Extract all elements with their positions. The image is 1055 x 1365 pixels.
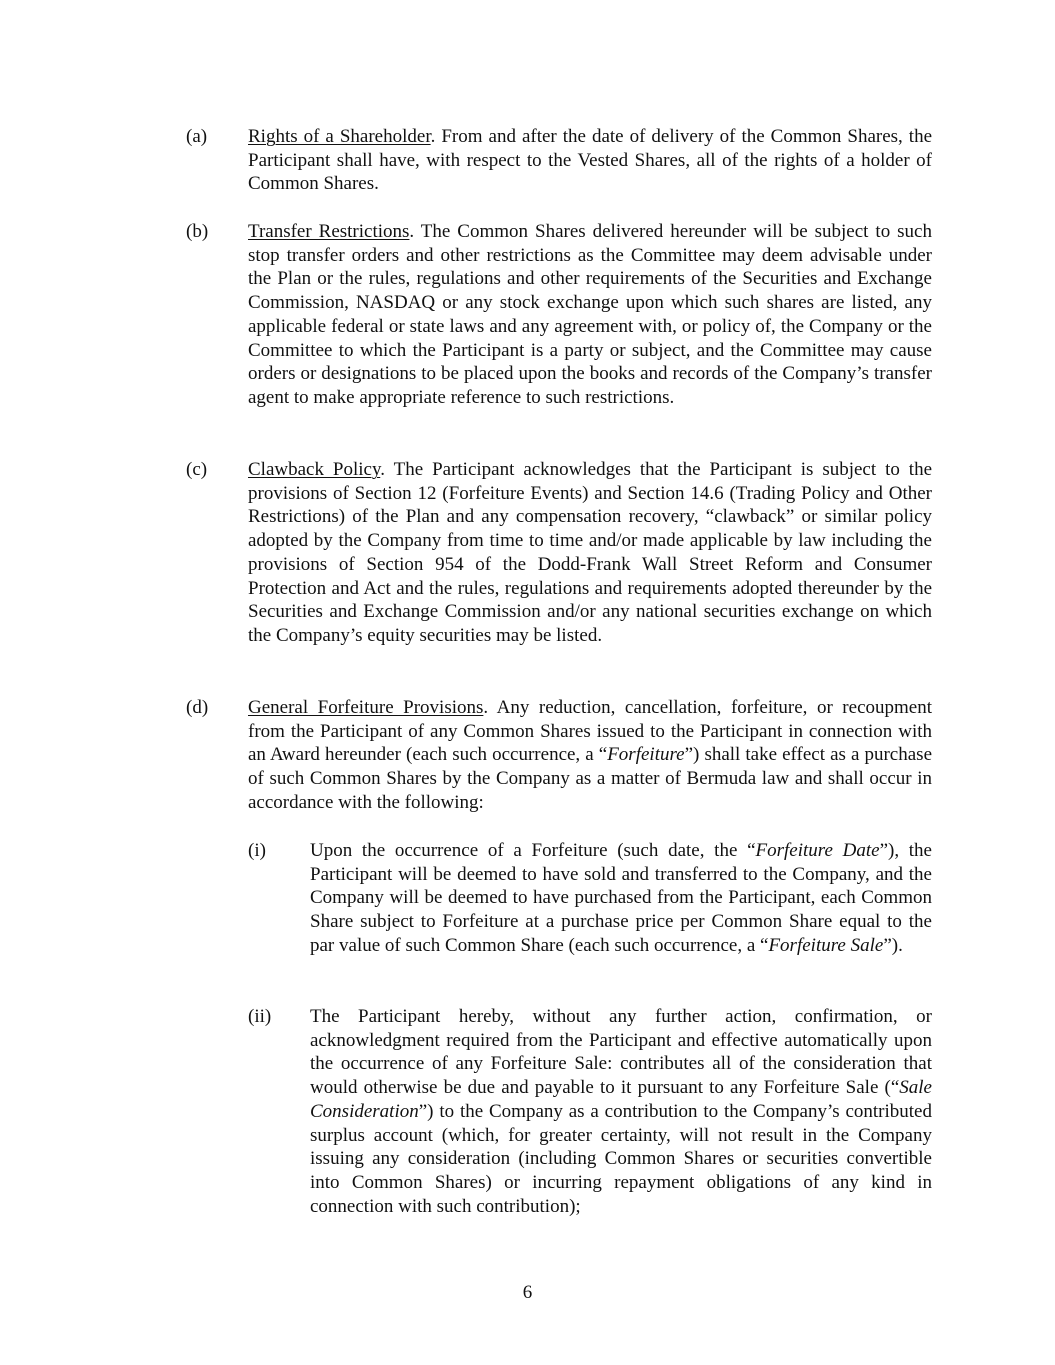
subsection-body (310, 1005, 932, 1218)
section-heading: General Forfeiture Provisions (248, 697, 484, 718)
subsection-marker: (i) (248, 840, 266, 861)
defined-term: Forfeiture Date (755, 840, 880, 861)
section-text: ”) shall take effect as a purchase of such Common Shares by the Company as a matter of Bermuda law and shall occur in accordance with the following: (248, 744, 933, 813)
page-number: 6 (522, 1282, 533, 1303)
subsection-body (310, 839, 932, 958)
subsection-text: Upon the occurrence of a Forfeiture (such date, the “ (310, 840, 756, 861)
subsection-text: ”) to the Company as a contribution to the Company’s contributed surplus account (which, for greater certainty, will not result in the Company issuing any consideration (including Common Shares or securities convertible into Common Shares) or incurring repayment obligations of any kind in connection with such contribution); (310, 1100, 932, 1217)
subsection-marker: (ii) (248, 1006, 272, 1027)
section-marker: (b) (186, 221, 209, 242)
section-heading: Clawback Policy (248, 459, 381, 480)
section-heading: Transfer Restrictions (248, 221, 410, 242)
section-text: . The Participant acknowledges that the Participant is subject to the provisions of Section 12 (Forfeiture Events) and Section 14.6 (Trading Policy and Other Restrictions) of the Plan and any compensation recovery, “clawback” or similar policy adopted by the Company from time to time and/or made applicable by law including the provisions of Section 954 of the Dodd-Frank Wall Street Reform and Consumer Protection and Act and the rules, regulations and requirements adopted thereunder by the Securities and Exchange Commission and/or any national securities exchange on which the Company’s equity securities may be listed. (248, 459, 933, 646)
subsection-d-i (248, 839, 932, 958)
section-marker: (a) (186, 126, 208, 147)
defined-term: Sale Consideration (310, 1077, 932, 1122)
section-body (248, 125, 932, 196)
section-text: . The Common Shares delivered hereunder will be subject to such stop transfer orders and other restrictions as the Committee may deem advisable under the Plan or the rules, regulations and other requirements of the Securities and Exchange Commission, NASDAQ or any stock exchange upon which such shares are listed, any applicable federal or state laws and any agreement with, or policy of, the Company or the Committee to which the Participant is a party or subject, and the Committee may cause orders or designations to be placed upon the books and records of the Company’s transfer agent to make appropriate reference to such restrictions. (248, 221, 932, 408)
section-d (186, 696, 932, 815)
section-a (186, 125, 932, 196)
section-c (186, 458, 932, 648)
section-marker: (d) (186, 697, 209, 718)
defined-term: Forfeiture (607, 744, 685, 766)
section-text: . Any reduction, cancellation, forfeiture, or recoupment from the Participant of any Common Shares issued to the Participant in connection with an Award hereunder (each such occurrence, a “ (248, 697, 932, 766)
section-text: . From and after the date of delivery of the Common Shares, the Participant shall have, with respect to the Vested Shares, all of the rights of a holder of Common Shares. (248, 126, 933, 195)
section-body (248, 696, 932, 815)
subsection-d-ii (248, 1005, 932, 1218)
section-marker: (c) (186, 459, 208, 480)
section-heading: Rights of a Shareholder (248, 126, 431, 147)
subsection-text: The Participant hereby, without any further action, confirmation, or acknowledgment required from the Participant and effective automatically upon the occurrence of any Forfeiture Sale: contributes all of the consideration that would otherwise be due and payable to it pursuant to any Forfeiture Sale (“ (310, 1006, 932, 1099)
section-body (248, 458, 932, 648)
defined-term: Forfeiture Sale (768, 934, 884, 956)
section-body (248, 220, 932, 410)
section-b (186, 220, 932, 410)
subsection-text: ”). (883, 934, 903, 956)
subsection-text: ”), the Participant will be deemed to have sold and transferred to the Company, and the Company will be deemed to have purchased from the Participant, each Common Share subject to Forfeiture at a purchase price per Common Share equal to the par value of such Common Share (each such occurrence, a “ (310, 840, 932, 956)
